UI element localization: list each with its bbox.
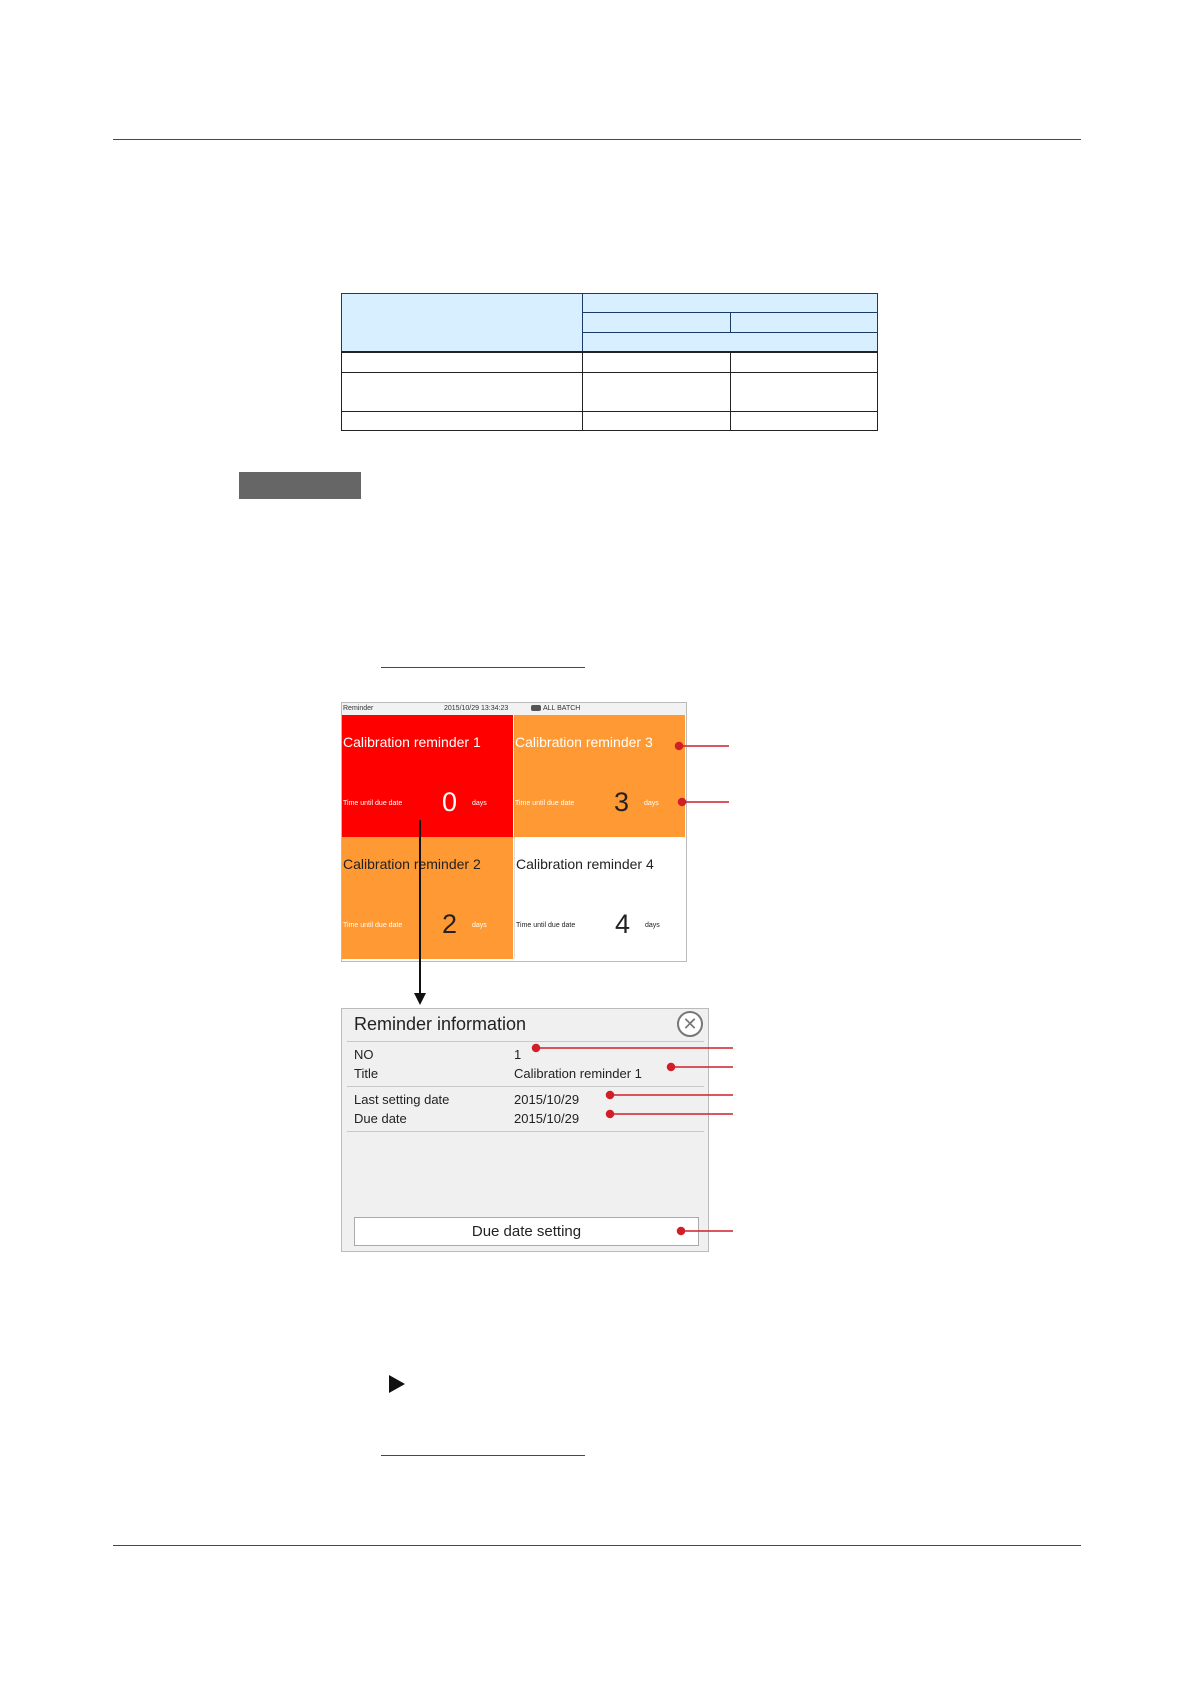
- status-datetime: 2015/10/29 13:34:23: [444, 705, 509, 712]
- tile-title: Calibration reminder 2: [343, 856, 481, 872]
- due-date-setting-button[interactable]: Due date setting: [354, 1217, 699, 1246]
- callout-dot: [668, 1064, 675, 1071]
- tile-subtitle: Time until due date: [515, 800, 575, 807]
- callout-dot: [607, 1092, 614, 1099]
- tile-unit: days: [644, 800, 659, 807]
- dialog-title: Reminder information: [354, 1014, 527, 1034]
- last-setting-date-value: 2015/10/29: [514, 1092, 580, 1107]
- due-date-label: Due date: [354, 1111, 407, 1126]
- tile-title: Calibration reminder 3: [515, 734, 653, 750]
- tile-title: Calibration reminder 4: [516, 856, 654, 872]
- title-value: Calibration reminder 1: [514, 1066, 642, 1081]
- due-date-value: 2015/10/29: [514, 1111, 580, 1126]
- tile-days: 3: [614, 787, 630, 817]
- callout-dot: [533, 1045, 540, 1052]
- status-mode: ALL BATCH: [531, 703, 580, 715]
- title-label: Title: [354, 1066, 379, 1081]
- tile-days: 2: [442, 909, 458, 939]
- last-setting-date-label: Last setting date: [354, 1092, 450, 1107]
- no-label: NO: [354, 1047, 374, 1062]
- arrow-head: [414, 993, 426, 1005]
- tile-days: 0: [442, 787, 458, 817]
- tile-unit: days: [472, 922, 487, 929]
- tile-unit: days: [472, 800, 487, 807]
- tile-title: Calibration reminder 1: [343, 734, 481, 750]
- tile-subtitle: Time until due date: [516, 922, 576, 929]
- screen-name: Reminder: [343, 705, 374, 712]
- link-underline: [381, 1455, 585, 1456]
- tile-subtitle: Time until due date: [343, 800, 403, 807]
- callout-dot: [676, 743, 683, 750]
- callout-dot: [679, 799, 686, 806]
- close-icon[interactable]: ✕: [677, 1011, 703, 1037]
- callout-dot: [678, 1228, 685, 1235]
- callouts: [533, 743, 734, 1235]
- no-value: 1: [514, 1047, 522, 1062]
- tile-days: 4: [615, 909, 631, 939]
- play-triangle-icon: [389, 1375, 405, 1393]
- tile-unit: days: [645, 922, 660, 929]
- callout-dot: [607, 1111, 614, 1118]
- tile-subtitle: Time until due date: [343, 922, 403, 929]
